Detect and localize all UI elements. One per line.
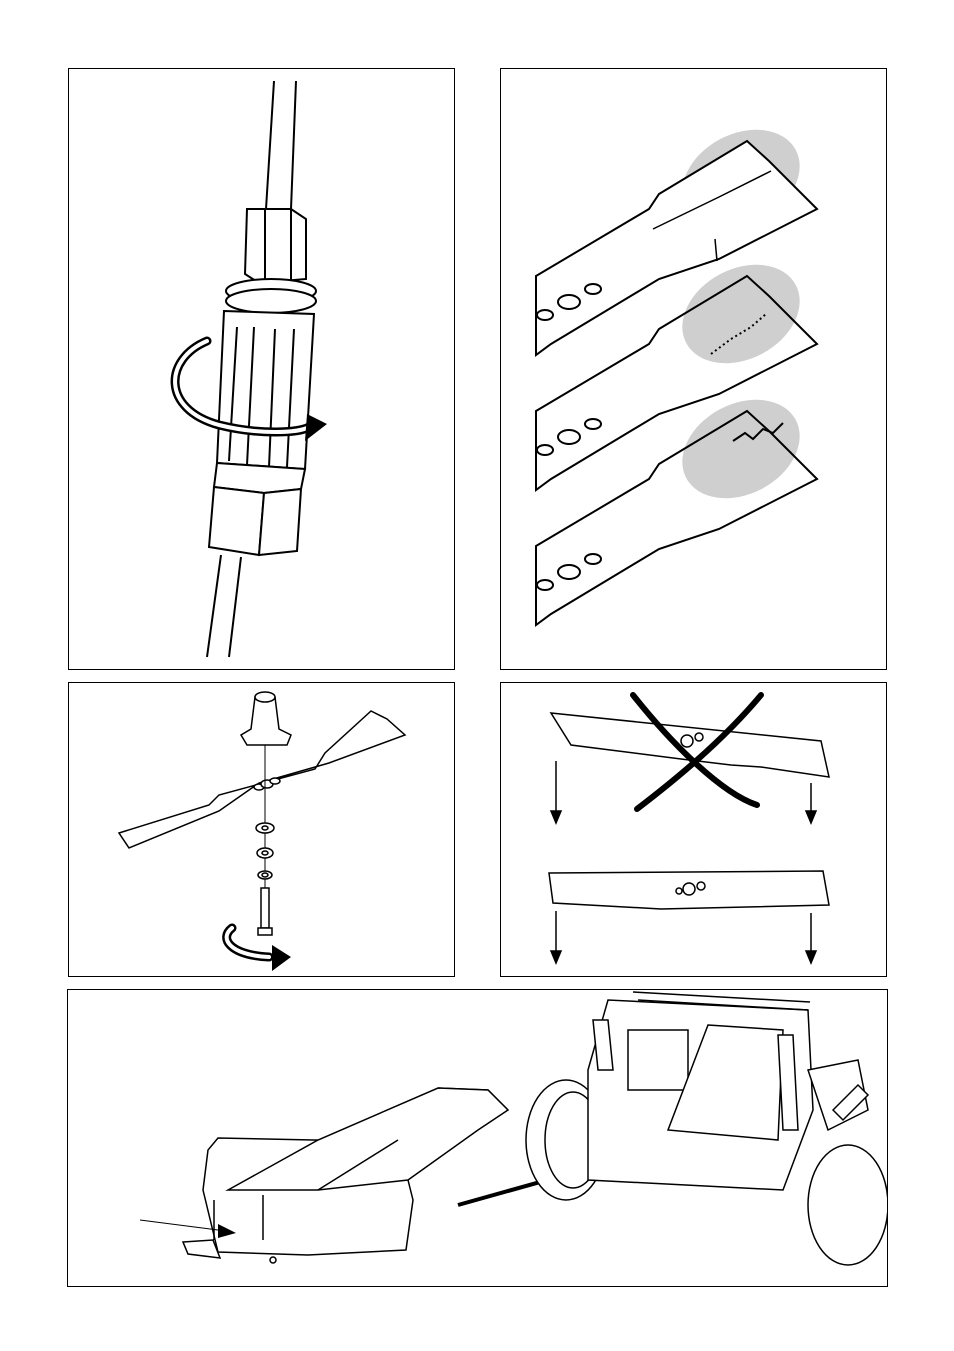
blade-correct [549,871,829,909]
spindle-rotation-panel [68,68,455,670]
blade-damaged [536,380,817,625]
grass-catcher-illustration [68,990,888,1287]
blade-adapter [241,697,291,745]
right-wheel [808,1145,888,1265]
mower-rear [526,992,888,1265]
blade-wear-illustration [501,69,887,670]
blade-assembly-panel [68,682,455,977]
blade-orientation-illustration [501,683,887,977]
blade-wear-panel [500,68,887,670]
bolt [261,888,269,928]
blade-orientation-panel [500,682,887,977]
blade-assembly-illustration [69,683,455,977]
grass-catcher-panel [67,989,888,1287]
spindle-illustration [69,69,455,670]
grass-catcher [183,1088,508,1263]
